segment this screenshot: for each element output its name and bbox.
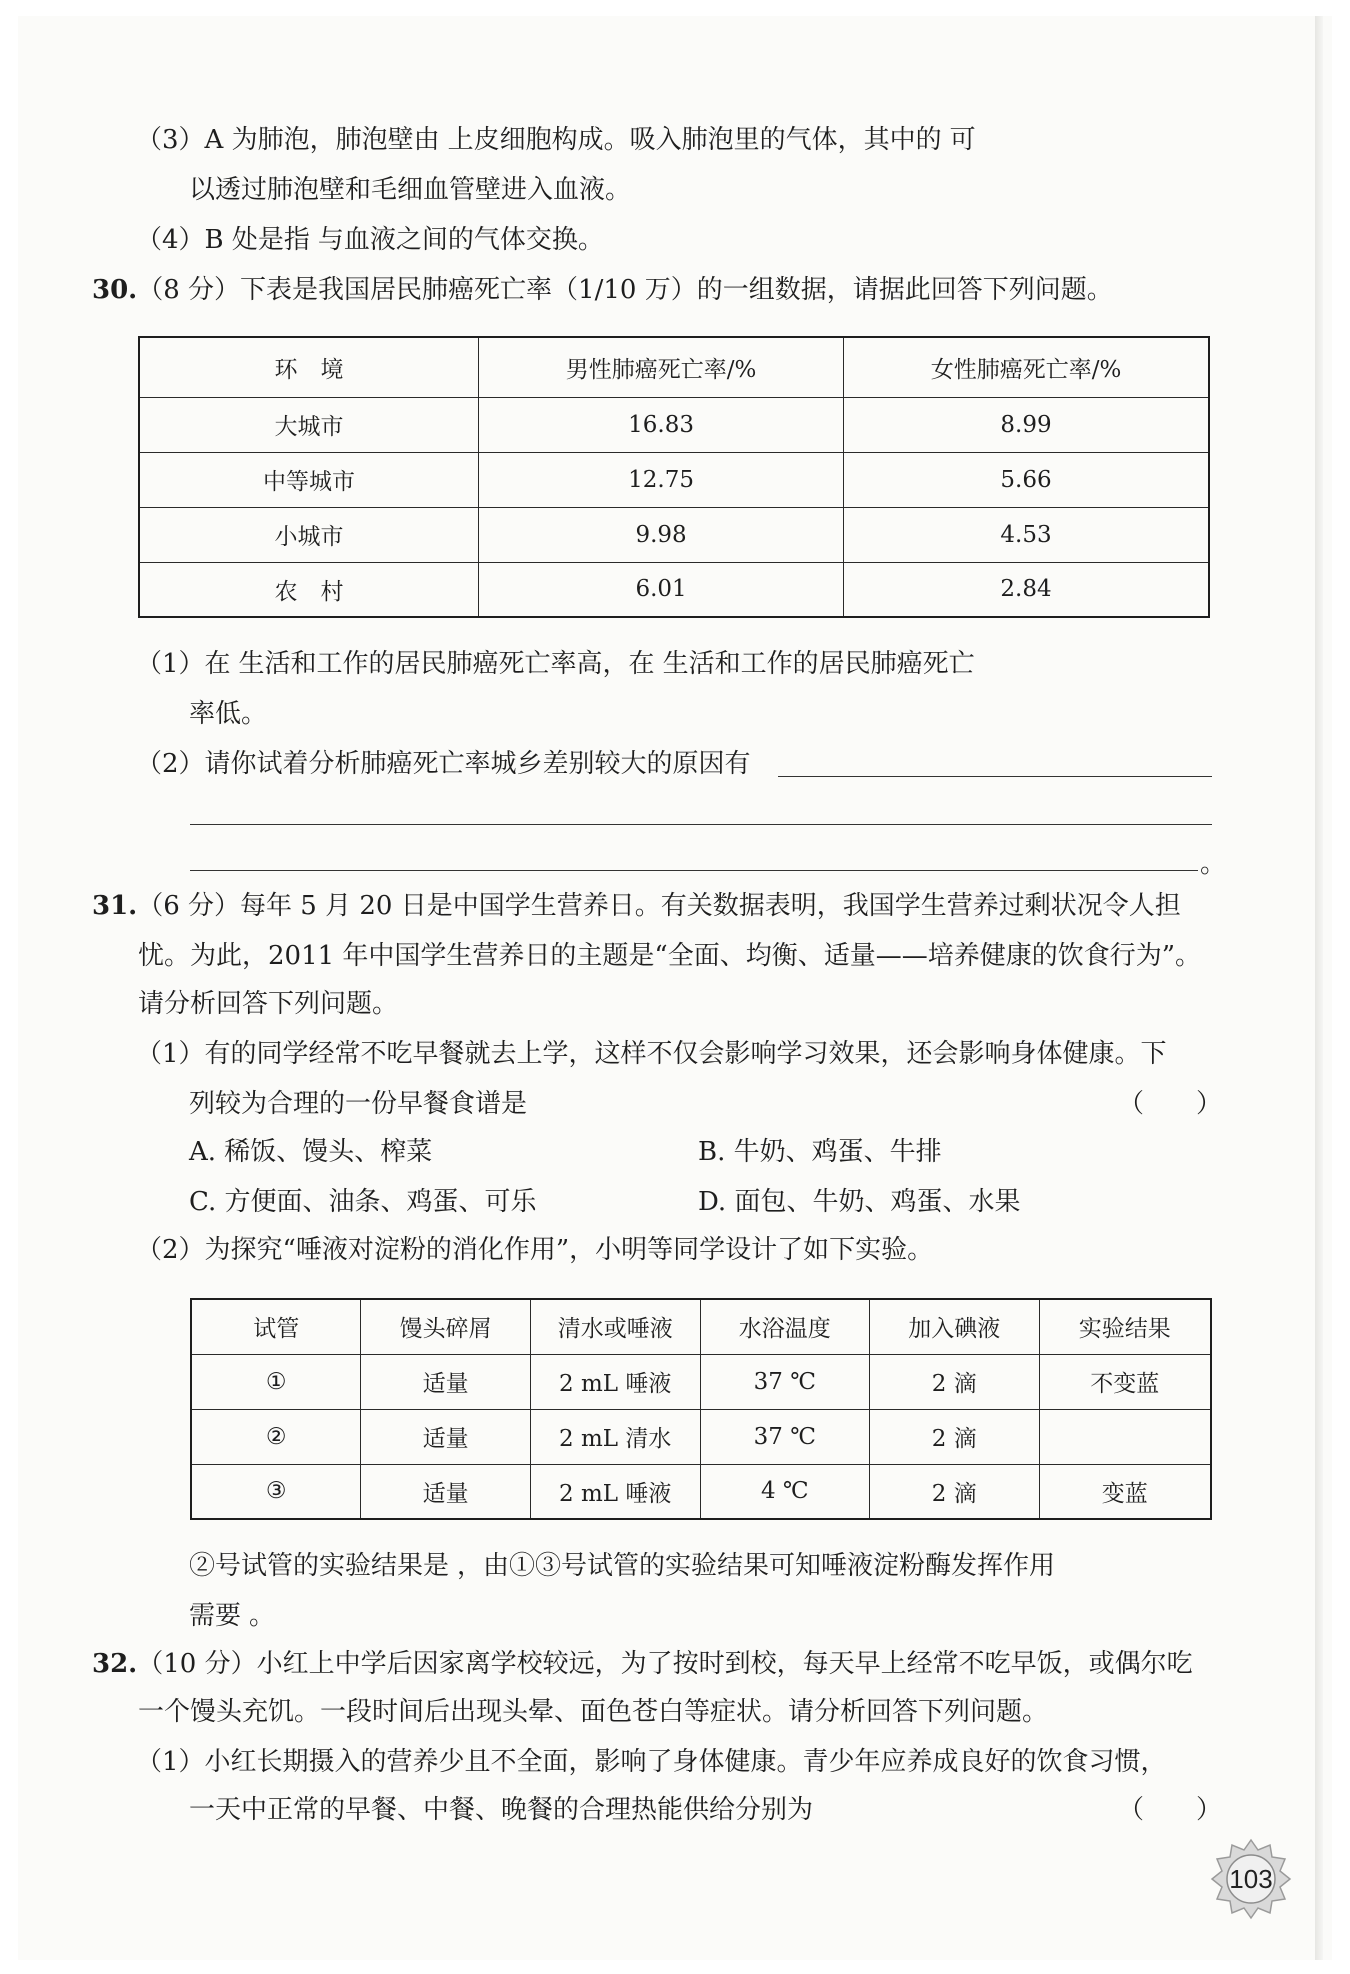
- answer-parentheses[interactable]: （ ）: [1118, 1089, 1223, 1119]
- cell: 2 滴: [870, 1464, 1039, 1519]
- q29-part3-line2: 以透过肺泡壁和毛细血管壁进入血液。: [189, 175, 632, 205]
- cell: 2 滴: [870, 1354, 1039, 1409]
- header-cell: 清水或唾液: [530, 1299, 700, 1354]
- text: 需要: [189, 1601, 242, 1631]
- text: 生活和工作的居民肺癌死亡率高，在: [238, 649, 655, 679]
- option-b: B. 牛奶、鸡蛋、牛排: [698, 1137, 942, 1167]
- header-cell: 水浴温度: [700, 1299, 870, 1354]
- header-cell: 加入碘液: [870, 1299, 1039, 1354]
- q31-part2-line: （2）为探究“唾液对淀粉的消化作用”，小明等同学设计了如下实验。: [136, 1235, 934, 1265]
- header-cell: 馒头碎屑: [361, 1299, 530, 1354]
- option-d: D. 面包、牛奶、鸡蛋、水果: [698, 1187, 1021, 1217]
- text: （6 分）每年 5 月 20 日是中国学生营养日。有关数据表明，我国学生营养过剩状况令人担: [137, 891, 1181, 921]
- header-cell: 环 境: [139, 337, 479, 397]
- table-row: [191, 1409, 1211, 1464]
- table-row: [191, 1354, 1211, 1409]
- q31-part2-answer-line2: [189, 1598, 1350, 1634]
- q29-part4-line: [136, 222, 1350, 258]
- cell: 变蓝: [1039, 1464, 1211, 1519]
- answer-line[interactable]: [778, 776, 1212, 777]
- q31-stem-line1: [92, 888, 1350, 924]
- cell: 适量: [361, 1354, 530, 1409]
- page-number: 103: [1229, 1864, 1273, 1894]
- cell: 5.66: [844, 452, 1209, 507]
- q30-part1-line2: 率低。: [189, 699, 268, 729]
- cell: 9.98: [479, 507, 844, 562]
- period-mark: 。: [1200, 849, 1227, 879]
- cell: 8.99: [844, 397, 1209, 452]
- text: 上皮细胞构成。吸入肺泡里的气体，其中的: [447, 125, 942, 155]
- table-row: [139, 562, 1209, 617]
- cell: ①: [191, 1354, 361, 1409]
- q31-stem-line3: 请分析回答下列问题。: [138, 989, 399, 1019]
- q29-part3-line1: [136, 122, 1350, 158]
- table-header-row: [191, 1299, 1211, 1354]
- cell: 适量: [361, 1409, 530, 1464]
- cell: 适量: [361, 1464, 530, 1519]
- cell: 12.75: [479, 452, 844, 507]
- text: 生活和工作的居民肺癌死亡: [662, 649, 975, 679]
- q32-stem-line1: [92, 1646, 1350, 1682]
- cell: 中等城市: [139, 452, 479, 507]
- text: 。: [249, 1601, 276, 1631]
- table-row: [191, 1464, 1211, 1519]
- text: ，由①③号试管的实验结果可知唾液淀粉酶发挥作用: [457, 1551, 1056, 1581]
- header-cell: 女性肺癌死亡率/%: [844, 337, 1209, 397]
- q32-part1-line2: 一天中正常的早餐、中餐、晚餐的合理热能供给分别为: [189, 1795, 814, 1825]
- question-number: 30.: [92, 275, 138, 305]
- cell: 不变蓝: [1039, 1354, 1211, 1409]
- text: （10 分）小红上中学后因家离学校较远，为了按时到校，每天早上经常不吃早饭，或偶尔吃: [137, 1649, 1193, 1679]
- text: （4）B 处是指: [136, 225, 310, 255]
- cell: 大城市: [139, 397, 479, 452]
- text: 可: [949, 125, 976, 155]
- q31-stem-line2: 忧。为此，2011 年中国学生营养日的主题是“全面、均衡、适量——培养健康的饮食行为”。: [138, 941, 1202, 971]
- text: （8 分）下表是我国居民肺癌死亡率（1/10 万）的一组数据，请据此回答下列问题。: [137, 275, 1113, 305]
- q31-part1-line2: 列较为合理的一份早餐食谱是: [189, 1089, 528, 1119]
- table-header-row: [139, 337, 1209, 397]
- cell: 37 ℃: [700, 1354, 870, 1409]
- q32-part1-line1: （1）小红长期摄入的营养少且不全面，影响了身体健康。青少年应养成良好的饮食习惯，: [136, 1747, 1167, 1777]
- option-c: C. 方便面、油条、鸡蛋、可乐: [189, 1187, 537, 1217]
- experiment-table: [190, 1298, 1212, 1520]
- question-number: 32.: [92, 1649, 138, 1679]
- header-cell: 试管: [191, 1299, 361, 1354]
- answer-line[interactable]: [190, 870, 1198, 871]
- question-number: 31.: [92, 891, 138, 921]
- cell: 2 mL 清水: [530, 1409, 700, 1464]
- cell: ②: [191, 1409, 361, 1464]
- cell: ③: [191, 1464, 361, 1519]
- text: 与血液之间的气体交换。: [317, 225, 604, 255]
- q31-part2-answer-line1: [189, 1548, 1350, 1584]
- table-row: [139, 452, 1209, 507]
- q30-part2-line1: （2）请你试着分析肺癌死亡率城乡差别较大的原因有: [136, 749, 751, 779]
- text: （1）在: [136, 649, 231, 679]
- answer-line[interactable]: [190, 824, 1212, 825]
- q32-stem-line2: 一个馒头充饥。一段时间后出现头晕、面色苍白等症状。请分析回答下列问题。: [138, 1697, 1049, 1727]
- option-a: A. 稀饭、馒头、榨菜: [189, 1137, 433, 1167]
- cell: 小城市: [139, 507, 479, 562]
- cell: 2 滴: [870, 1409, 1039, 1464]
- cell: 37 ℃: [700, 1409, 870, 1464]
- q30-stem: [92, 272, 1350, 308]
- cell: 4 ℃: [700, 1464, 870, 1519]
- cell: 农 村: [139, 562, 479, 617]
- q30-part1-line1: [136, 646, 1350, 682]
- answer-parentheses[interactable]: （ ）: [1118, 1795, 1223, 1825]
- cell: 16.83: [479, 397, 844, 452]
- header-cell: 男性肺癌死亡率/%: [479, 337, 844, 397]
- cell: 2 mL 唾液: [530, 1354, 700, 1409]
- table-row: [139, 397, 1209, 452]
- header-cell: 实验结果: [1039, 1299, 1211, 1354]
- cell[interactable]: [1039, 1409, 1211, 1464]
- page-number-badge: [1210, 1838, 1292, 1920]
- cell: 2.84: [844, 562, 1209, 617]
- cell: 2 mL 唾液: [530, 1464, 700, 1519]
- q31-part1-line1: （1）有的同学经常不吃早餐就去上学，这样不仅会影响学习效果，还会影响身体健康。下: [136, 1039, 1167, 1069]
- text: （3）A 为肺泡，肺泡壁由: [136, 125, 440, 155]
- cell: 4.53: [844, 507, 1209, 562]
- table-row: [139, 507, 1209, 562]
- lung-cancer-table: [138, 336, 1210, 618]
- cell: 6.01: [479, 562, 844, 617]
- text: ②号试管的实验结果是: [189, 1551, 450, 1581]
